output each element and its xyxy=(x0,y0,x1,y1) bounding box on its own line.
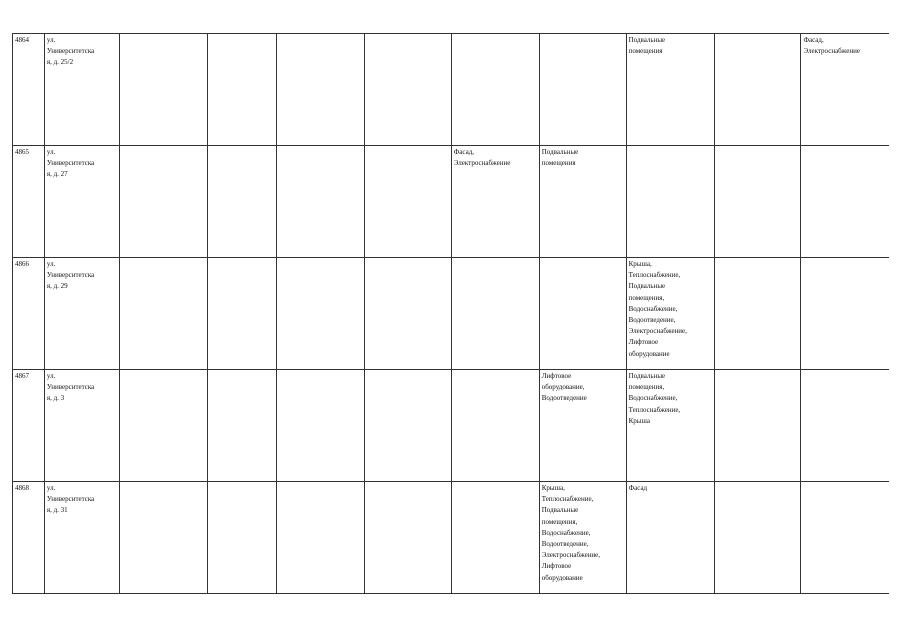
empty-cell xyxy=(364,258,451,370)
empty-cell xyxy=(364,146,451,258)
work-cell xyxy=(451,34,539,146)
work-cell xyxy=(626,370,714,482)
empty-cell xyxy=(207,258,276,370)
work-types-text: Подвальные помещения xyxy=(628,36,666,56)
row-number: 4867 xyxy=(15,372,29,380)
work-cell xyxy=(626,146,714,258)
work-cell xyxy=(539,258,626,370)
address-text: ул. Университетска я, д. 3 xyxy=(46,372,95,403)
empty-cell xyxy=(119,146,207,258)
work-types-text: Подвальные помещения, Водоснабжение, Теплоснабжение, Крыша xyxy=(628,372,681,425)
work-cell xyxy=(801,258,889,370)
address-cell xyxy=(44,258,119,370)
empty-cell xyxy=(207,146,276,258)
row-number-cell xyxy=(13,146,45,258)
work-cell xyxy=(451,482,539,594)
work-types-text: Лифтовое оборудование, Водоотведение xyxy=(541,372,587,403)
row-number: 4866 xyxy=(15,260,29,268)
work-cell xyxy=(539,34,626,146)
work-cell xyxy=(801,146,889,258)
empty-cell xyxy=(276,258,364,370)
empty-cell xyxy=(207,34,276,146)
empty-cell xyxy=(119,258,207,370)
empty-cell xyxy=(714,370,801,482)
work-types-text: Крыша, Теплоснабжение, Подвальные помещения, Водоснабжение, Водоотведение, Электроснабжение, Лифтовое оборудование xyxy=(628,260,687,358)
work-cell xyxy=(626,34,714,146)
work-cell xyxy=(451,146,539,258)
row-number-cell xyxy=(13,258,45,370)
empty-cell xyxy=(119,482,207,594)
table-row xyxy=(13,370,890,482)
empty-cell xyxy=(714,34,801,146)
address-text: ул. Университетска я, д. 29 xyxy=(46,260,95,291)
row-number: 4868 xyxy=(15,484,29,492)
address-cell xyxy=(44,370,119,482)
work-cell xyxy=(801,370,889,482)
row-number: 4864 xyxy=(15,36,29,44)
table-row xyxy=(13,482,890,594)
work-types-text: Крыша, Теплоснабжение, Подвальные помещения, Водоснабжение, Водоотведение, Электроснабжение, Лифтовое оборудование xyxy=(541,484,601,582)
empty-cell xyxy=(364,482,451,594)
empty-cell xyxy=(207,482,276,594)
empty-cell xyxy=(364,34,451,146)
work-types-text: Фасад xyxy=(628,484,648,492)
empty-cell xyxy=(714,146,801,258)
empty-cell xyxy=(119,34,207,146)
row-number-cell xyxy=(13,370,45,482)
work-cell xyxy=(539,146,626,258)
table-row xyxy=(13,34,890,146)
work-cell xyxy=(451,370,539,482)
empty-cell xyxy=(364,370,451,482)
work-types-text: Подвальные помещения xyxy=(541,148,579,168)
address-text: ул. Университетска я, д. 27 xyxy=(46,148,95,179)
row-number: 4865 xyxy=(15,148,29,156)
work-cell xyxy=(801,34,889,146)
empty-cell xyxy=(276,34,364,146)
empty-cell xyxy=(276,370,364,482)
row-number-cell xyxy=(13,34,45,146)
work-types-text: Фасад, Электроснабжение xyxy=(803,36,861,56)
work-cell xyxy=(626,482,714,594)
address-cell xyxy=(44,482,119,594)
address-cell xyxy=(44,34,119,146)
address-text: ул. Университетска я, д. 25/2 xyxy=(46,36,95,67)
table-row xyxy=(13,258,890,370)
row-number-cell xyxy=(13,482,45,594)
work-cell xyxy=(539,370,626,482)
empty-cell xyxy=(276,482,364,594)
building-repair-table xyxy=(12,33,889,594)
work-types-text: Фасад, Электроснабжение xyxy=(453,148,511,168)
work-cell xyxy=(451,258,539,370)
address-text: ул. Университетска я, д. 31 xyxy=(46,484,95,515)
empty-cell xyxy=(119,370,207,482)
work-cell xyxy=(539,482,626,594)
empty-cell xyxy=(714,258,801,370)
table-row xyxy=(13,146,890,258)
work-cell xyxy=(626,258,714,370)
empty-cell xyxy=(207,370,276,482)
empty-cell xyxy=(276,146,364,258)
work-cell xyxy=(801,482,889,594)
address-cell xyxy=(44,146,119,258)
empty-cell xyxy=(714,482,801,594)
